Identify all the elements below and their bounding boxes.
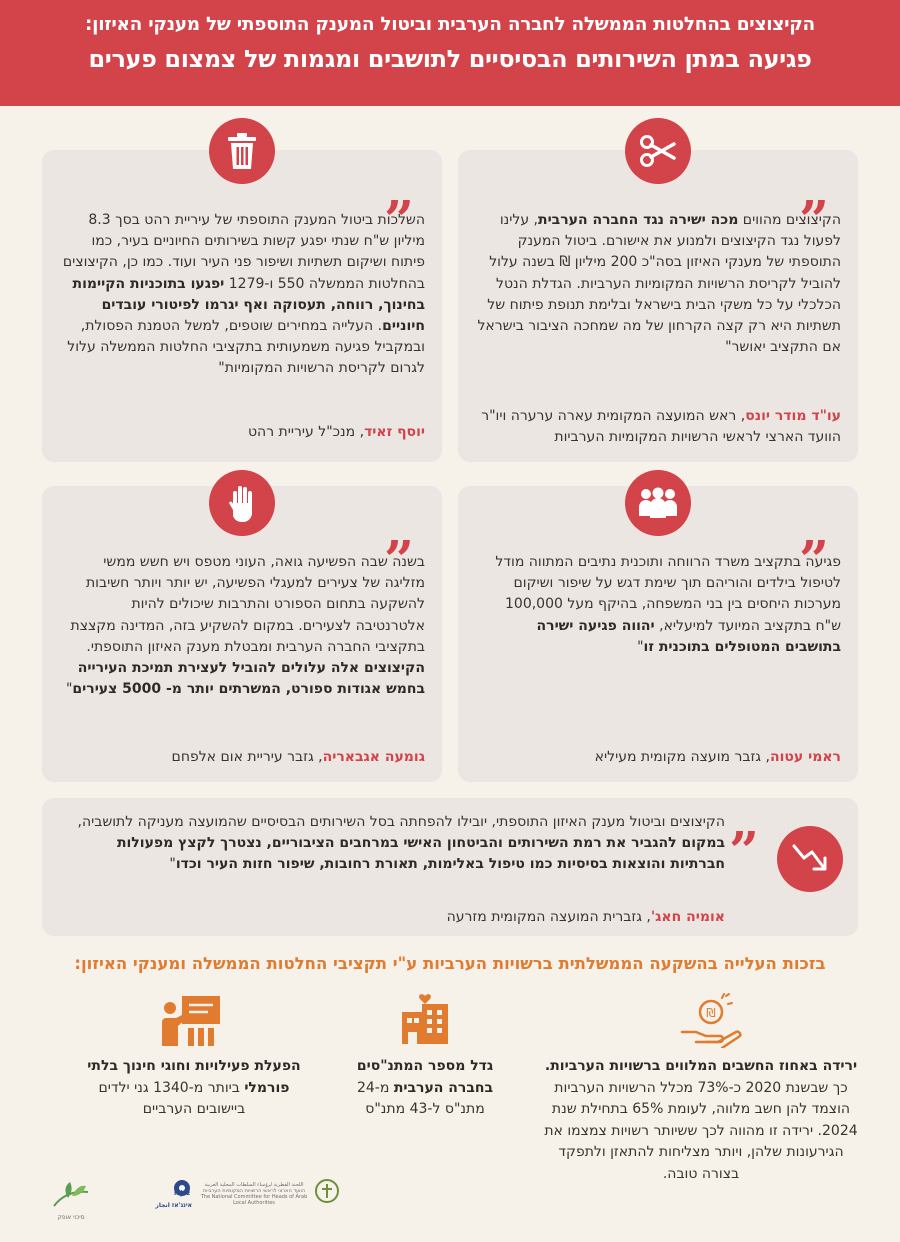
quote-text-part: הקיצוצים מהווים (738, 212, 841, 228)
quote-text-part: בשנה שבה הפשיעה גואה, העוני מטפס ויש חשש ממשי מזליגה של צעירים למעגלי הפשיעה, יש יותר ויותר חשיבות להשקעה בתחום הספורט והתרבות שיכולים להיות אלטרנטיבה לצעירים. במקום להשקיע בזה, המדינה מקצצת בתקציבי החברה הערבית ומבטלת מענק האיזון התוספתי. (70, 554, 425, 655)
quote-mark: „ (800, 160, 830, 221)
injaz-logo (122, 1178, 192, 1218)
quote-author (60, 907, 725, 928)
quote-text-bold: הקיצוצים אלה עלולים להוביל לעצירת תמיכת העירייה בחמש אגודות ספורט, המשרתים יותר מ- 5000 צעירים (72, 660, 425, 698)
quote-mark: „ (800, 500, 830, 561)
author-name: גומעה אגבאריה (322, 749, 425, 765)
quote-text-part: השלכות ביטול המענק התוספתי של עיריית רהט בסך 8.3 מיליון ש"ח שנתי יפגע קשות בשירותים החיוניים בעיר, כמו פיתוח ושיקום תשתיות ושיפור פני העיר ועוד. כמו כן, הקיצוצים בהחלטות הממשלה 550 ו-1279 (62, 212, 425, 292)
author-name: ראמי עטוה (769, 749, 841, 765)
quote-text-part: . העלייה במחירים שוטפים, למשל הטמנת הפסולת, ובמקביל פגיעה משמעותית בתקציבי החלטות הממשלה עלול לגרום לקריסת הרשויות המקומיות" (67, 318, 425, 377)
quote-text-bold: מכה ישירה נגד החברה הערבית (538, 212, 739, 228)
quote-mark: „ (730, 791, 760, 852)
stat-bold: גדל מספר המתנ"סים בחברה הערבית (356, 1058, 494, 1096)
scissors-icon (625, 118, 691, 184)
quote-text-part: " (65, 681, 73, 698)
quote-text (476, 552, 841, 658)
partner-logos (40, 1170, 340, 1230)
stat-informal-education (78, 1056, 310, 1121)
quote-mark: „ (385, 160, 415, 221)
stat-text: ביותר מ-1340 גני ילדים ביישובים הערביים (98, 1079, 246, 1117)
author-title: , גזבר מועצה מקומית מעיליא (594, 749, 770, 765)
coin-hand-icon (676, 992, 746, 1052)
author-title: , מנכ"ל עיריית רהט (247, 424, 365, 440)
trash-icon (209, 118, 275, 184)
national-committee-logo (198, 1178, 340, 1222)
stat-text: מ-24 מתנ"ס ל-43 מתנ"ס (356, 1079, 485, 1117)
author-name: עו"ד מודר יונס (745, 408, 841, 424)
national-committee-logo-text: اللجنة القطرية لرؤساء السلطات المحلية العربية הוועד הארצי לראשי הרשויות המקומיות הערביות The National Committee for Heads of Arab Local Authorities (200, 1182, 308, 1206)
header-banner (0, 0, 900, 106)
quote-text (60, 552, 425, 700)
trend-down-icon (777, 826, 843, 892)
author-title: , ראש המועצה המקומית עארה ערערה ויו"ר הוועד הארצי לראשי הרשויות המקומיות הערביות (481, 408, 841, 446)
stat-bold: הפעלת פעילויות וחוגי חינוך בלתי פורמלי (87, 1058, 301, 1096)
quote-author (60, 747, 425, 768)
quote-text (60, 812, 725, 876)
injaz-logo-text: אינג'אז انجاز (155, 1202, 192, 1209)
quote-text-bold: יהווה פגיעה ישירה בתושבים המטופלים בתוכנית זו (536, 617, 841, 655)
stat-bold: ירידה באחוז החשבים המלווים ברשויות הערביות. (544, 1058, 858, 1074)
sikkuy-ofek-logo (42, 1170, 100, 1222)
stat-accountants (540, 1056, 862, 1185)
quote-author (60, 422, 425, 443)
sikkuy-ofek-logo-text: סיכוי אופק (57, 1214, 85, 1221)
header-title: פגיעה במתן השירותים הבסיסיים לתושבים ומגמות של צמצום פערים (88, 45, 812, 73)
people-icon (625, 470, 691, 536)
svg-text:₪: ₪ (706, 1006, 716, 1020)
stat-community-centers (335, 1056, 515, 1121)
quote-author (476, 747, 841, 768)
quote-author (476, 406, 841, 448)
quote-text-part: פגיעה בתקציב משרד הרווחה ותוכנית נתיבים המתווה מודל לטיפול בילדים והוריהם תוך שימת דגש על שיפור ושיקום מערכות היחסים בין בני המשפחה, בהיקף מעל 100,000 ש"ח בתקציב המיועד למיעליא, (495, 554, 841, 634)
section-title: בזכות העלייה בהשקעה הממשלתית ברשויות הערביות ע"י תקציבי החלטות הממשלה ומענקי האיזון: (74, 954, 826, 973)
quote-text-bold: במקום להגביר את רמת השירותים והביטחון האישי במרחבים הציבוריים, נצטרך לקצץ מפעולות חברתיות והוצאות בסיסיות כמו טיפול באלימות, תאורת רחובות, שיפור חזות העיר וכדו (116, 835, 725, 873)
quote-mark: „ (385, 500, 415, 561)
author-name: יוסף זאיד (364, 424, 425, 440)
author-title: , גזבר עיריית אום אלפחם (171, 749, 323, 765)
quote-text-part: " (637, 638, 644, 655)
author-name: אומיה חאג' (650, 909, 725, 925)
injaz-logo-latin: Injaz (174, 1190, 191, 1197)
quote-text-bold: יפגעו בתוכניות הקיימות בחינוך, רווחה, תעסוקה ואף יגרמו לפיטורי עובדים חיוניים (72, 275, 425, 335)
quote-text-part: , עלינו לפעול נגד הקיצוצים ולמנוע את אישורם. ביטול המענק התוספתי של מענקי האיזון בסה"כ 200 מיליון ₪ בשנה עלול להוביל לקריסת הרשויות המקומיות הערביות. הגדלת הנטל הכלכלי על כל משקי הבית בישראל ובלימת תנופת פיתוח של תשתיות היא רק קצה הקרחון של מה שמחכה הציבור בישראל אם התקציב יאושר" (477, 212, 841, 356)
quote-text-part: " (169, 856, 176, 873)
quote-text (476, 210, 841, 358)
stat-text: כך שבשנת 2020 כ-73% מכלל הרשויות הערביות הוצמד להן חשב מלווה, לעומת 65% בתחילת שנת 2024. ירידה זו מהווה לכך ששיותר רשויות צמצמו את הגירעונות שלהן, ויותר מצליחות להתאזן ולתפקד בצורה טובה. (544, 1079, 858, 1182)
header-subtitle: הקיצוצים בהחלטות הממשלה לחברה הערבית וביטול המענק התוספתי של מענקי האיזון: (85, 14, 815, 35)
stop-hand-icon (209, 470, 275, 536)
community-center-icon (394, 986, 456, 1054)
quote-text (60, 210, 425, 380)
author-title: , גזברית המועצה המקומית מזרעה (446, 909, 651, 925)
teacher-board-icon (158, 994, 224, 1052)
quote-text-part: הקיצוצים וביטול מענק האיזון התוספתי, יובילו להפחתה בסל השירותים הבסיסיים שהמועצה מעניקה לתושביה, (77, 814, 725, 830)
